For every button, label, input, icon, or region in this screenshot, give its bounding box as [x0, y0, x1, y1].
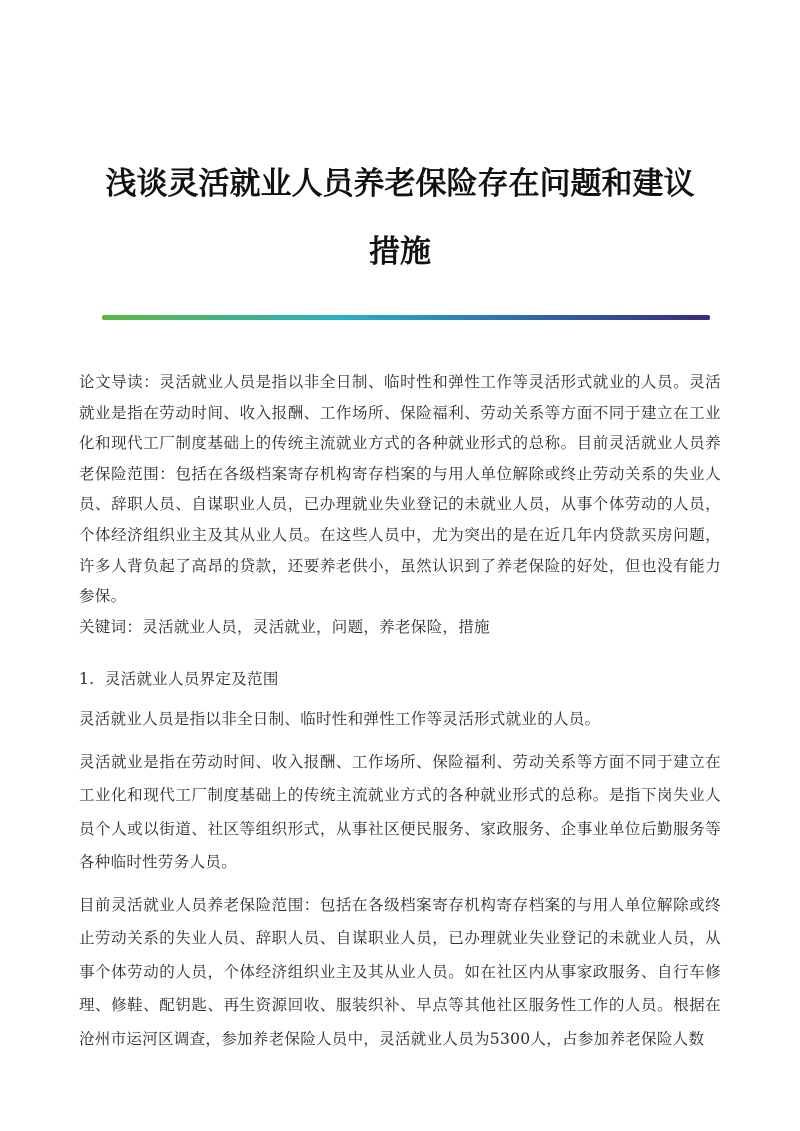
abstract-text: 灵活就业人员是指以非全日制、临时性和弹性工作等灵活形式就业的人员。灵活就业是指在劳动时间、收入报酬、工作场所、保险福利、劳动关系等方面不同于建立在工业化和现代工厂制度基础上的传统主流就业方式的各种就业形式的总称。目前灵活就业人员养老保险范围：包括在各级档案寄存机构寄存档案的与用人单位解除或终止劳动关系的失业人员、辞职人员、自谋职业人员，已办理就业失业登记的未就业人员，从事个体劳动的人员，个体经济组织业主及其从业人员。在这些人员中，尤为突出的是在近几年内贷款买房问题，许多人背负起了高昂的贷款，还要养老供小，虽然认识到了养老保险的好处，但也没有能力参保。 — [79, 373, 721, 606]
paragraph: 目前灵活就业人员养老保险范围：包括在各级档案寄存机构寄存档案的与用人单位解除或终止劳动关系的失业人员、辞职人员、自谋职业人员，已办理就业失业登记的未就业人员，从事个体劳动的人员，个体经济组织业主及其从业人员。如在社区内从事家政服务、自行车修理、修鞋、配钥匙、再生资源回收、服装织补、早点等其他社区服务性工作的人员。根据在沧州市运河区调查，参加养老保险人员中，灵活就业人员为5300人，占参加养老保险人数 — [79, 895, 721, 1048]
document-body — [79, 367, 721, 1056]
keywords-label: 关键词： — [79, 617, 143, 636]
section-heading: 1. 灵活就业人员界定及范围 — [79, 670, 279, 689]
title-line-1: 浅谈灵活就业人员养老保险存在问题和建议 — [105, 166, 695, 202]
abstract-label: 论文导读： — [79, 373, 160, 391]
paragraph: 灵活就业是指在劳动时间、收入报酬、工作场所、保险福利、劳动关系等方面不同于建立在工业化和现代工厂制度基础上的传统主流就业方式的各种就业形式的总称。是指下岗失业人员个人或以街道、社区等组织形式，从事社区便民服务、家政服务、企事业单位后勤服务等各种临时性劳务人员。 — [79, 752, 721, 872]
title-divider — [102, 315, 710, 320]
title-line-2: 措施 — [369, 234, 431, 270]
keywords-text: 灵活就业人员，灵活就业，问题，养老保险，措施 — [142, 617, 490, 636]
document-title — [60, 150, 740, 286]
paragraph: 灵活就业人员是指以非全日制、临时性和弹性工作等灵活形式就业的人员。 — [79, 710, 601, 729]
abstract — [79, 367, 721, 612]
keywords — [79, 612, 721, 643]
